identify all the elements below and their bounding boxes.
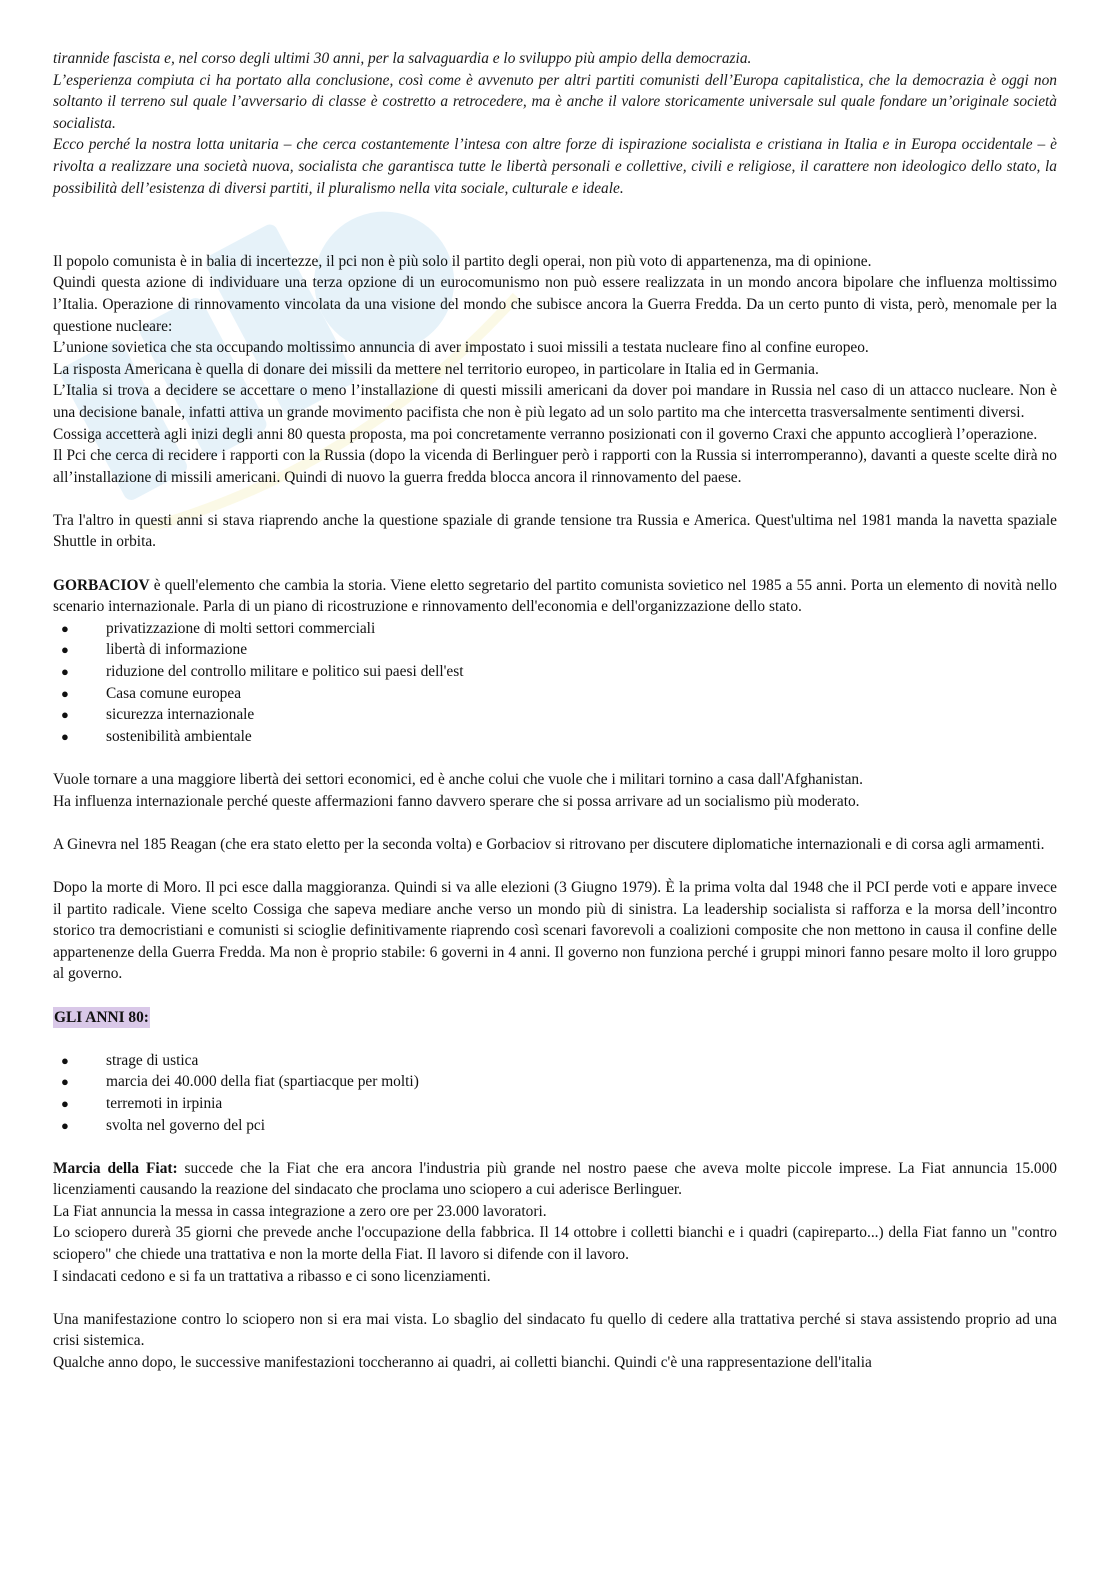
- bullet-icon: ●: [61, 642, 69, 658]
- fiat-lead: Marcia della Fiat:: [53, 1159, 178, 1177]
- bullet-icon: ●: [61, 1095, 69, 1111]
- paragraph: Ha influenza internazionale perché queste affermazioni fanno davvero sperare che si possa arrivare ad un socialismo più moderato.: [53, 792, 860, 810]
- paragraph: L’Italia si trova a decidere se accettare o meno l’installazione di questi missili americani da dover poi mandare in Russia nel caso di un attacco nucleare. Non è una decisione banale, infatti attiva un grande movimento pacifista che non è più legato ad un solo partito ma che intercetta trasversalmente sentimenti diversi.: [53, 382, 1057, 421]
- list-item: ● sicurezza internazionale: [53, 704, 1057, 726]
- bullet-icon: ●: [61, 664, 69, 680]
- paragraph: La Fiat annuncia la messa in cassa integrazione a zero ore per 23.000 lavoratori.: [53, 1202, 547, 1220]
- space-paragraph: Tra l'altro in questi anni si stava riaprendo anche la questione spaziale di grande tensione tra Russia e America. Quest'ultima nel 1981 manda la navetta spaziale Shuttle in orbita.: [53, 511, 1057, 551]
- list-item: ● privatizzazione di molti settori commerciali: [53, 618, 1057, 640]
- moro-paragraph: Dopo la morte di Moro. Il pci esce dalla maggioranza. Quindi si va alle elezioni (3 Giugno 1979). È la prima volta dal 1948 che il PCI perde voti e appare invece il partito radicale. Viene scelto Cossiga che sapeva mediare anche verso un mondo più di sinistra. La leadership socialista si rafforza e la morsa dell’incontro storico tra democristiani e comunisti si scioglie definitivamente riaprendo così scenari favorevoli a coalizioni composite che non mettono in causa il confine delle appartenenze della Guerra Fredda. Ma non è proprio stabile: 6 governi in 4 anni. Il governo non funziona perché i gruppi minori fanno pesare molto il loro gruppo al governo.: [53, 878, 1057, 983]
- bullet-icon: ●: [61, 620, 69, 636]
- paragraph: Quindi questa azione di individuare una terza opzione di un eurocomunismo non può essere realizzata in un mondo ancora bipolare che influenza moltissimo l’Italia. Operazione di rinnovamento vincolata da una visione del mondo che subisce ancora la Guerra Fredda. Da un certo punto di vista, però, menomale per la questione nucleare:: [53, 274, 1057, 335]
- list-item: ● riduzione del controllo militare e politico sui paesi dell'est: [53, 661, 1057, 683]
- document-page: [53, 48, 1057, 1374]
- gorbaciov-paragraph: [53, 575, 1057, 618]
- ginevra-paragraph: A Ginevra nel 185 Reagan (che era stato eletto per la seconda volta) e Gorbaciov si ritrovano per discutere diplomatiche internazionali e di corsa agli armamenti.: [53, 835, 1045, 853]
- paragraph: Il Pci che cerca di recidere i rapporti con la Russia (dopo la vicenda di Berlinguer però i rapporti con la Russia si interromperanno), davanti a queste scelte dirà no all’installazione di missili americani. Quindi di nuovo la guerra fredda blocca ancora il rinnovamento del paese.: [53, 447, 1057, 486]
- paragraph: L’unione sovietica che sta occupando moltissimo annuncia di aver impostato i suoi missili a testata nucleare fino al confine europeo.: [53, 339, 869, 357]
- bullet-icon: ●: [61, 1052, 69, 1068]
- paragraph: Qualche anno dopo, le successive manifestazioni toccheranno ai quadri, ai colletti bianchi. Quindi c'è una rappresentazione dell'italia: [53, 1354, 872, 1372]
- list-item: ● svolta nel governo del pci: [53, 1115, 1057, 1137]
- gorbaciov-bullet-list: [53, 618, 1057, 748]
- gorbaciov-text: è quell'elemento che cambia la storia. Viene eletto segretario del partito comunista sovietico nel 1985 a 55 anni. Porta un elemento di novità nello scenario internazionale. Parla di un piano di ricostruzione e rinnovamento dell'economia e dell'organizzazione dello stato.: [53, 576, 1057, 616]
- intro-quote: [53, 48, 1057, 199]
- list-item: ● terremoti in irpinia: [53, 1093, 1057, 1115]
- paragraph: I sindacati cedono e si fa un trattativa a ribasso e ci sono licenziamenti.: [53, 1267, 491, 1285]
- list-item: ● libertà di informazione: [53, 639, 1057, 661]
- section-pci-missiles: [53, 251, 1057, 489]
- bullet-icon: ●: [61, 685, 69, 701]
- intro-quote-paragraph: tirannide fascista e, nel corso degli ultimi 30 anni, per la salvaguardia e lo sviluppo più ampio della democrazia.: [53, 50, 752, 67]
- gorbaciov-lead: GORBACIOV: [53, 576, 150, 594]
- paragraph: Vuole tornare a una maggiore libertà dei settori economici, ed è anche colui che vuole che i militari tornino a casa dall'Afghanistan.: [53, 771, 863, 788]
- list-item: ● marcia dei 40.000 della fiat (spartiacque per molti): [53, 1071, 1057, 1093]
- intro-quote-paragraph: Ecco perché la nostra lotta unitaria – che cerca costantemente l’intesa con altre forze di ispirazione socialista e cristiana in Italia e in Europa occidentale – è rivolta a realizzare una società nuova, socialista che garantisca tutte le libertà personali e collettive, civili e religiose, il carattere non ideologico dello stato, la possibilità dell’esistenza di diversi partiti, il pluralismo nella vita sociale, culturale e ideale.: [53, 136, 1057, 197]
- paragraph: Una manifestazione contro lo sciopero non si era mai vista. Lo sbaglio del sindacato fu quello di cedere alla trattativa perché si stava assistendo proprio ad una crisi sistemica.: [53, 1310, 1057, 1350]
- bullet-icon: ●: [61, 1074, 69, 1090]
- paragraph: Cossiga accetterà agli inizi degli anni 80 questa proposta, ma poi concretamente verranno posizionati con il governo Craxi che appunto accoglierà l’operazione.: [53, 425, 1038, 443]
- paragraph: La risposta Americana è quella di donare dei missili da mettere nel territorio europeo, in particolare in Italia ed in Germania.: [53, 360, 819, 378]
- section-heading: [53, 1007, 1057, 1029]
- bullet-icon: ●: [61, 1117, 69, 1133]
- paragraph: Il popolo comunista è in balia di incertezze, il pci non è più solo il partito degli operai, non più voto di appartenenza, ma di opinione.: [53, 252, 872, 270]
- list-item: ● Casa comune europea: [53, 683, 1057, 705]
- bullet-icon: ●: [61, 728, 69, 744]
- fiat-paragraph: [53, 1158, 1057, 1201]
- anni-80-bullet-list: [53, 1050, 1057, 1136]
- intro-quote-paragraph: L’esperienza compiuta ci ha portato alla conclusione, così come è avvenuto per altri partiti comunisti dell’Europa capitalistica, che la democrazia è oggi non soltanto il terreno sul quale l’avversario di classe è costretto a retrocedere, ma è anche il valore storicamente universale sul quale fondare un’originale società socialista.: [53, 71, 1057, 132]
- paragraph: Lo sciopero durerà 35 giorni che prevede anche l'occupazione della fabbrica. Il 14 ottobre i colletti bianchi e i quadri (capireparto...) della Fiat fanno un "contro sciopero" che chiede una trattativa e non la morte della Fiat. Il lavoro si difende con il lavoro.: [53, 1224, 1057, 1264]
- list-item: ● strage di ustica: [53, 1050, 1057, 1072]
- fiat-text: succede che la Fiat che era ancora l'industria più grande nel nostro paese che aveva molte piccole imprese. La Fiat annuncia 15.000 licenziamenti causando la reazione del sindacato che proclama uno sciopero a cui aderisce Berlinguer.: [53, 1159, 1057, 1199]
- anni-80-heading: GLI ANNI 80:: [53, 1007, 150, 1029]
- bullet-icon: ●: [61, 707, 69, 723]
- list-item: ● sostenibilità ambientale: [53, 726, 1057, 748]
